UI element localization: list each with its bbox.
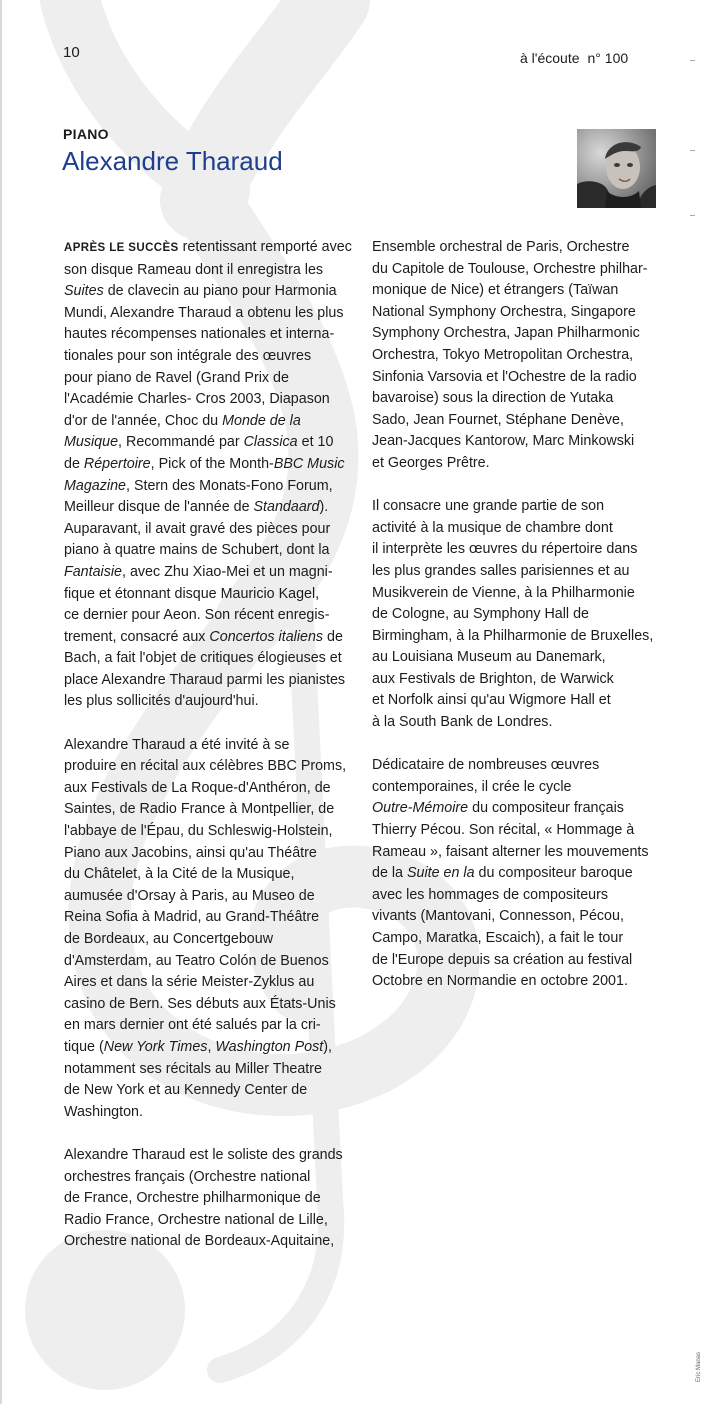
page-number: 10 (63, 44, 80, 61)
text-line (64, 1145, 364, 1167)
body-text: notamment ses récitals au Miller Theatre (64, 1060, 322, 1077)
body-text: de Bordeaux, au Concertgebouw (64, 931, 274, 947)
text-line (64, 605, 364, 627)
text-line (64, 1102, 364, 1124)
text-line (372, 863, 672, 885)
body-text: orchestres français (Orchestre national (64, 1168, 311, 1185)
text-line (64, 1059, 364, 1081)
body-text: fique et étonnant disque Mauricio Kagel, (64, 585, 320, 602)
body-text: Octobre en Normandie en octobre 2001. (372, 973, 628, 990)
italic-text: Suite en la (406, 865, 475, 882)
body-text: tique ( (64, 1038, 104, 1055)
text-line (372, 647, 672, 669)
italic-text: Magazine (64, 477, 126, 494)
body-text: Il consacre une grande partie de son (372, 498, 605, 515)
photo-credit: Eric Manas (696, 1351, 702, 1382)
body-text: Saintes, de Radio France à Montpellier, de (64, 801, 335, 818)
body-text: Mundi, Alexandre Tharaud a obtenu les plus (64, 304, 344, 321)
text-line (372, 561, 672, 583)
text-line (64, 1037, 364, 1059)
body-text: monique de Nice) et étrangers (Taïwan (372, 282, 619, 299)
text-line (372, 453, 672, 475)
paragraph-gap (372, 475, 672, 497)
text-line (372, 712, 672, 734)
body-text: vivants (Mantovani, Connesson, Pécou, (372, 908, 624, 925)
italic-text: Musique (64, 434, 119, 451)
text-line (372, 820, 672, 842)
text-line (372, 928, 672, 950)
body-text: Sinfonia Varsovia et l'Ochestre de la radio (372, 368, 637, 385)
body-text: d'Amsterdam, au Teatro Colón de Buenos (64, 952, 329, 969)
edge-mark (690, 215, 695, 216)
issue-number: 100 (604, 50, 629, 66)
text-line (64, 540, 364, 562)
body-text: du Capitole de Toulouse, Orchestre philhar- (372, 260, 648, 277)
body-text: tionales pour son intégrale des œuvres (64, 347, 312, 364)
text-line (64, 756, 364, 778)
text-line (64, 1015, 364, 1037)
body-text: Aires et dans la série Meister-Zyklus au (64, 974, 315, 991)
text-line (372, 410, 672, 432)
body-text: aumusée d'Orsay à Paris, au Museo de (64, 887, 315, 904)
text-line (372, 302, 672, 324)
body-text: et Norfolk ainsi qu'au Wigmore Hall et (372, 692, 611, 709)
body-text: pour piano de Ravel (Grand Prix de (64, 369, 289, 386)
body-text: Symphony Orchestra, Japan Philharmonic (372, 325, 640, 342)
text-line (64, 454, 364, 476)
text-line (372, 237, 672, 259)
text-line (64, 778, 364, 800)
italic-text: Monde de la (222, 412, 301, 429)
body-text: Musikverein de Vienne, à la Philharmonie (372, 584, 635, 601)
text-line (64, 389, 364, 411)
body-text: contemporaines, il crée le cycle (372, 778, 572, 795)
body-text: à la South Bank de Londres. (372, 714, 553, 731)
body-text: activité à la musique de chambre dont (372, 519, 613, 536)
body-text: au Louisiana Museum au Danemark, (372, 649, 606, 666)
text-line (64, 260, 364, 282)
text-line (372, 626, 672, 648)
text-line (372, 323, 672, 345)
body-text: place Alexandre Tharaud parmi les pianistes (64, 671, 346, 688)
body-text: Reina Sofia à Madrid, au Grand-Théâtre (64, 909, 320, 926)
italic-text: Fantaisie (64, 563, 123, 580)
issue-label: n° (587, 50, 601, 66)
text-line (64, 972, 364, 994)
body-text: National Symphony Orchestra, Singapore (372, 303, 636, 320)
body-text: Bach, a fait l'objet de critiques élogieuses et (64, 650, 342, 667)
text-line (64, 303, 364, 325)
body-text: , Stern des Monats-Fono Forum, (126, 477, 333, 494)
section-label: PIANO (63, 126, 109, 142)
body-text: ). (319, 499, 329, 516)
text-line (64, 627, 364, 649)
text-line (64, 799, 364, 821)
body-text: Ensemble orchestral de Paris, Orchestre (372, 239, 630, 255)
text-line (64, 864, 364, 886)
body-text: Jean-Jacques Kantorow, Marc Minkowski (372, 433, 635, 450)
text-line (64, 1080, 364, 1102)
italic-text: Outre-Mémoire (372, 800, 469, 817)
body-text: Alexandre Tharaud a été invité à se (64, 736, 290, 753)
text-line (64, 907, 364, 929)
body-text: les plus sollicités d'aujourd'hui. (64, 693, 259, 710)
text-line (372, 906, 672, 928)
text-line (372, 280, 672, 302)
text-line (64, 843, 364, 865)
body-text: de New York et au Kennedy Center de (64, 1082, 308, 1099)
body-text: son disque Rameau dont il enregistra les (64, 261, 324, 278)
body-text: , Recommandé par (118, 434, 244, 451)
body-text: il interprète les œuvres du répertoire dans (372, 541, 638, 558)
body-text: du compositeur français (468, 800, 624, 817)
article-title: Alexandre Tharaud (62, 146, 283, 176)
text-line (372, 345, 672, 367)
text-line (64, 1210, 364, 1232)
text-line (372, 950, 672, 972)
text-line (64, 951, 364, 973)
text-line (372, 259, 672, 281)
magazine-name: à l'écoute (520, 50, 580, 66)
lead-in-text: APRÈS LE SUCCÈS (64, 242, 179, 254)
italic-text: Standaard (253, 499, 320, 516)
text-line (372, 604, 672, 626)
text-line (64, 1167, 364, 1189)
body-text: Radio France, Orchestre national de Lille, (64, 1211, 328, 1228)
text-line (64, 324, 364, 346)
text-line (372, 669, 672, 691)
text-line (64, 368, 364, 390)
text-line (372, 842, 672, 864)
text-line (64, 281, 364, 303)
text-line (372, 971, 672, 993)
italic-text: Concertos italiens (209, 628, 324, 645)
text-line (64, 929, 364, 951)
running-header (520, 50, 628, 66)
text-line (372, 583, 672, 605)
body-text: de clavecin au piano pour Harmonia (103, 283, 337, 300)
text-line (372, 777, 672, 799)
body-text: , avec Zhu Xiao-Mei et un magni- (122, 563, 333, 580)
body-text: ce dernier pour Aeon. Son récent enregis- (64, 607, 330, 624)
body-text: piano à quatre mains de Schubert, dont la (64, 542, 330, 559)
text-line (64, 1231, 364, 1253)
body-text: de la (372, 865, 407, 882)
text-line (372, 885, 672, 907)
body-text: trement, consacré aux (64, 628, 210, 645)
body-text: casino de Bern. Ses débuts aux États-Unis (64, 995, 336, 1012)
text-line (64, 821, 364, 843)
text-line (372, 518, 672, 540)
italic-text: Répertoire (83, 455, 151, 472)
body-text: aux Festivals de La Roque-d'Anthéron, de (64, 779, 331, 796)
text-line (64, 648, 364, 670)
body-text: de l'Europe depuis sa création au festival (372, 951, 633, 968)
body-text: , (207, 1038, 216, 1055)
body-text: Piano aux Jacobins, ainsi qu'au Théâtre (64, 844, 317, 861)
text-line (64, 691, 364, 713)
body-text: d'or de l'année, Choc du (64, 412, 223, 429)
text-line (372, 388, 672, 410)
body-text: Campo, Maratka, Escaich), a fait le tour (372, 930, 624, 946)
text-line (64, 519, 364, 541)
text-line (64, 411, 364, 433)
body-text: l'Académie Charles- Cros 2003, Diapason (64, 391, 330, 408)
body-text: les plus grandes salles parisiennes et au (372, 562, 630, 579)
body-text: Thierry Pécou. Son récital, « Hommage à (372, 822, 635, 839)
body-text: , Pick of the Month- (150, 455, 274, 472)
italic-text: Washington Post (215, 1038, 324, 1055)
text-line (64, 735, 364, 757)
body-text: de (323, 628, 343, 645)
italic-text: Suites (64, 283, 104, 300)
text-line (372, 690, 672, 712)
italic-text: BBC Music (273, 455, 345, 472)
body-text: de France, Orchestre philharmonique de (64, 1190, 321, 1207)
text-line (64, 346, 364, 368)
body-text: du compositeur baroque (474, 865, 633, 882)
italic-text: New York Times (103, 1038, 208, 1055)
right-column (372, 237, 672, 993)
text-line (64, 670, 364, 692)
body-text: produire en récital aux célèbres BBC Proms, (64, 758, 347, 775)
edge-mark (690, 150, 695, 151)
body-text: Auparavant, il avait gravé des pièces pour (64, 520, 331, 537)
body-text: Orchestre national de Bordeaux-Aquitaine, (64, 1233, 335, 1250)
body-text: Alexandre Tharaud est le soliste des grands (64, 1146, 343, 1163)
body-text: du Châtelet, à la Cité de la Musique, (64, 866, 295, 883)
body-text: Dédicataire de nombreuses œuvres (372, 757, 600, 774)
body-text: avec les hommages de compositeurs (372, 886, 609, 903)
body-text: retentissant remporté avec (178, 239, 352, 255)
body-text: l'abbaye de l'Épau, du Schleswig-Holstein, (64, 823, 333, 840)
body-text: de (64, 455, 84, 472)
text-line (64, 1188, 364, 1210)
text-line (372, 755, 672, 777)
body-text: de Cologne, au Symphony Hall de (372, 606, 589, 623)
text-line (372, 367, 672, 389)
body-text: Orchestra, Tokyo Metropolitan Orchestra, (372, 346, 634, 363)
paragraph-gap (64, 713, 364, 735)
text-line (64, 562, 364, 584)
text-line (64, 994, 364, 1016)
body-text: Rameau », faisant alterner les mouvements (372, 843, 649, 860)
body-text: Meilleur disque de l'année de (64, 499, 254, 516)
italic-text: Classica (243, 434, 298, 451)
body-text: Washington. (64, 1103, 143, 1120)
body-text: hautes récompenses nationales et interna- (64, 326, 335, 343)
edge-mark (690, 60, 695, 61)
paragraph-gap (372, 734, 672, 756)
text-line (64, 237, 364, 260)
text-line (64, 886, 364, 908)
body-text: ), (323, 1038, 332, 1055)
text-line (64, 476, 364, 498)
body-text: aux Festivals de Brighton, de Warwick (372, 670, 614, 687)
body-text: bavaroise) sous la direction de Yutaka (372, 390, 614, 407)
text-line (372, 798, 672, 820)
portrait-photo (577, 129, 656, 208)
text-line (64, 584, 364, 606)
paragraph-gap (64, 1123, 364, 1145)
body-text: Birmingham, à la Philharmonie de Bruxelles, (372, 627, 654, 644)
body-text: en mars dernier ont été salués par la cri- (64, 1017, 321, 1034)
text-line (64, 497, 364, 519)
body-text: et 10 (297, 434, 334, 451)
text-line (372, 431, 672, 453)
left-column (64, 237, 364, 1253)
body-text: et Georges Prêtre. (372, 454, 490, 471)
text-line (64, 432, 364, 454)
text-line (372, 496, 672, 518)
body-text: Sado, Jean Fournet, Stéphane Denève, (372, 411, 624, 428)
text-line (372, 539, 672, 561)
